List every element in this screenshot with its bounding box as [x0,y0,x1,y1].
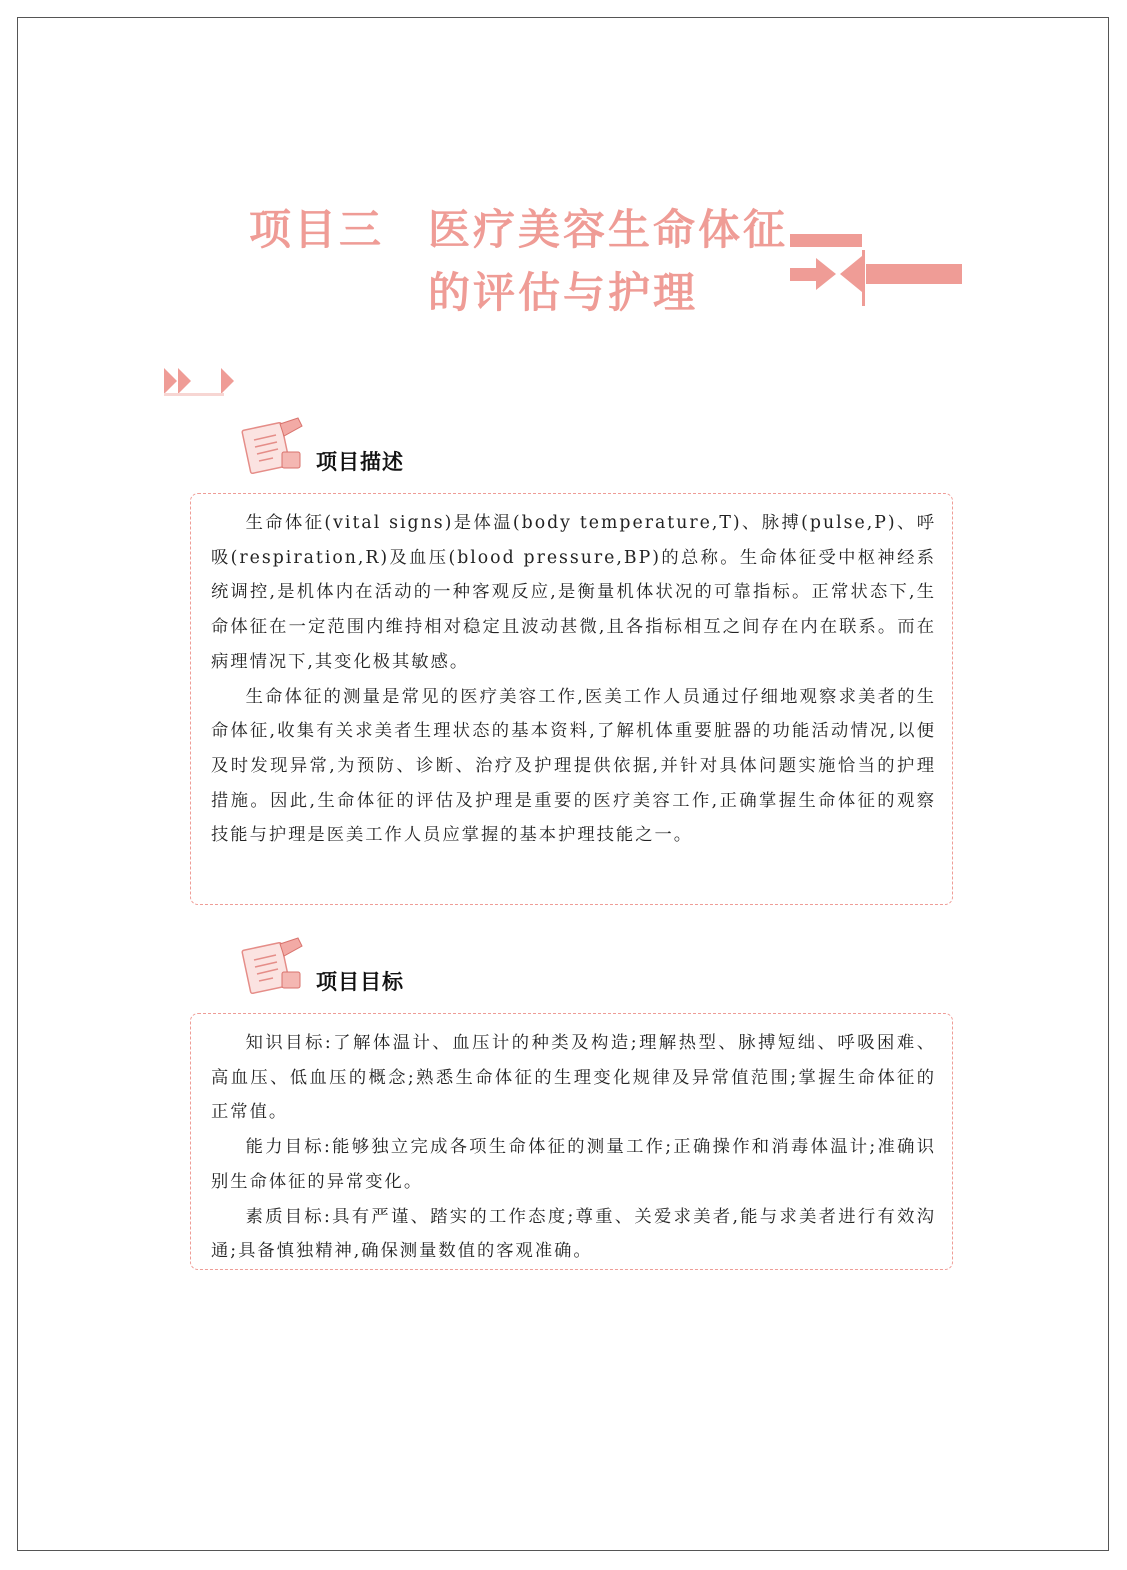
goal-knowledge: 知识目标:了解体温计、血压计的种类及构造;理解热型、脉搏短绌、呼吸困难、高血压、低血压的概念;熟悉生命体征的生理变化规律及异常值范围;掌握生命体征的正常值。 [211,1033,936,1123]
chapter-number: 项目三 [249,205,385,254]
clipboard-icon [240,416,304,474]
description-paragraph: 生命体征的测量是常见的医疗美容工作,医美工作人员通过仔细地观察求美者的生命体征,收集有关求美者生理状态的基本资料,了解机体重要脏器的功能活动情况,以便及时发现异常,为预防、诊断、治疗及护理提供依据,并针对具体问题实施恰当的护理措施。因此,生命体征的评估及护理是重要的医疗美容工作,正确掌握生命体征的观察技能与护理是医美工作人员应掌握的基本护理技能之一。 [211,686,936,846]
goal-ability: 能力目标:能够独立完成各项生命体征的测量工作;正确操作和消毒体温计;准确识别生命体征的异常变化。 [211,1137,936,1192]
chapter-title-line2: 的评估与护理 [428,268,699,317]
clipboard-icon [240,936,304,994]
chapter-title-line1: 医疗美容生命体征 [428,205,789,254]
description-paragraph: 生命体征(vital signs)是体温(body temperature,T)、脉搏(pulse,P)、呼吸(respiration,R)及血压(blood pressure,BP)的总称。生命体征受中枢神经系统调控,是机体内在活动的一种客观反应,是衡量机体状况的可靠指标。正常状态下,生命体征在一定范围内维持相对稳定且波动甚微,且各指标相互之间存在内在联系。而在病理情况下,其变化极其敏感。 [211,513,936,672]
goals-box [190,1013,953,1270]
decorative-arrows-icon [790,232,965,310]
section-heading-goals: 项目目标 [316,970,404,994]
section-heading-description: 项目描述 [316,450,404,474]
goal-quality: 素质目标:具有严谨、踏实的工作态度;尊重、关爱求美者,能与求美者进行有效沟通;具备慎独精神,确保测量数值的客观准确。 [211,1206,936,1262]
description-box [190,493,953,905]
section-arrows-icon [164,366,236,396]
